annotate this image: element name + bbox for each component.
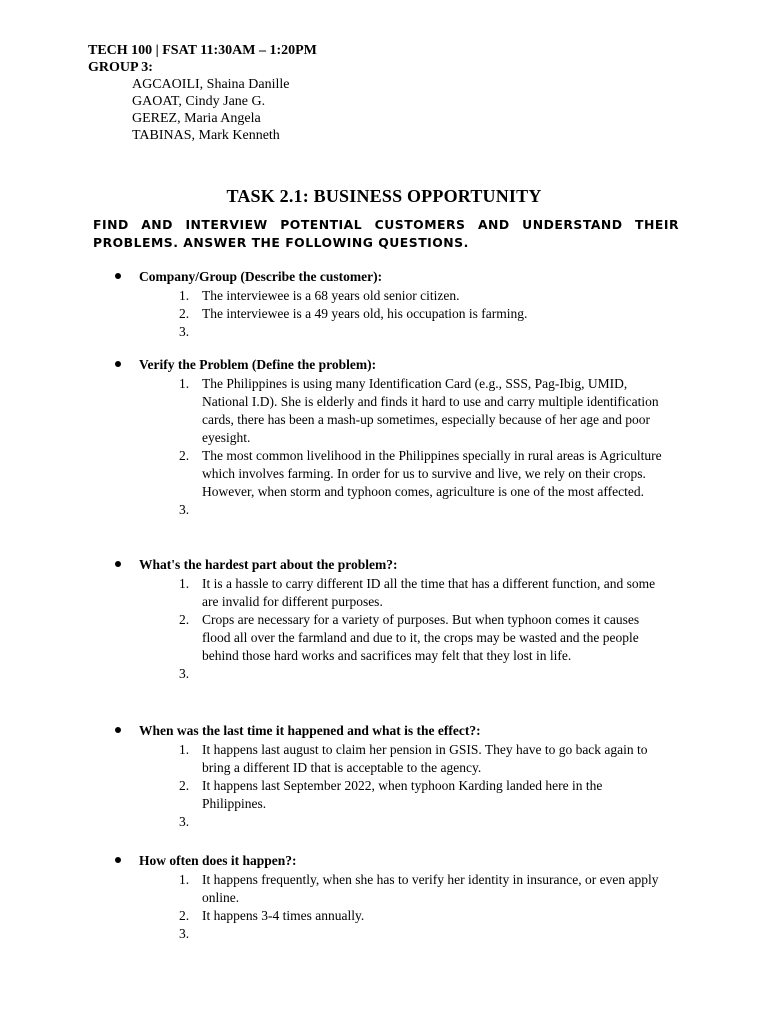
question-section (0, 852, 768, 943)
answer-item (0, 323, 768, 341)
answer-number: 3. (179, 926, 190, 941)
answer-item (0, 907, 768, 925)
answer-number: 1. (179, 872, 190, 887)
answer-number: 3. (179, 666, 190, 681)
answer-item (0, 305, 768, 323)
answer-number: 2. (179, 908, 190, 923)
question-text: Verify the Problem (Define the problem): (139, 357, 377, 372)
member-name: GAOAT, Cindy Jane G. (132, 94, 266, 109)
answer-number: 1. (179, 288, 190, 303)
answer-list (0, 871, 768, 943)
question-line (0, 852, 768, 870)
answer-item (0, 375, 768, 447)
question-section (0, 722, 768, 831)
answer-text: The Philippines is using many Identification Card (e.g., SSS, Pag-Ibig, UMID, National I.D). She is elderly and finds it hard to use and carry multiple identification cards, there has been a mash-up sometimes, especially because of her age and poor eyesight. (202, 376, 659, 445)
question-section (0, 268, 768, 341)
answer-item (0, 611, 768, 665)
instructions: FIND AND INTERVIEW POTENTIAL CUSTOMERS AND UNDERSTAND THEIR PROBLEMS. ANSWER THE FOLLOWING QUESTIONS. (93, 217, 679, 250)
answer-number: 2. (179, 778, 190, 793)
answer-item (0, 287, 768, 305)
answer-text: It is a hassle to carry different ID all the time that has a different function, and some are invalid for different purposes. (202, 576, 656, 609)
member-name: TABINAS, Mark Kenneth (132, 128, 280, 143)
answer-item (0, 575, 768, 611)
answer-text: It happens last September 2022, when typhoon Karding landed here in the Philippines. (202, 778, 603, 811)
question-text: How often does it happen?: (139, 853, 297, 868)
question-line (0, 268, 768, 286)
answer-number: 3. (179, 814, 190, 829)
bullet-icon (115, 727, 121, 733)
answer-list (0, 287, 768, 341)
answer-item (0, 813, 768, 831)
question-line (0, 722, 768, 740)
answer-number: 1. (179, 742, 190, 757)
answer-number: 1. (179, 576, 190, 591)
answer-list (0, 575, 768, 683)
answer-text: The most common livelihood in the Philippines specially in rural areas is Agriculture which involves farming. In order for us to survive and live, we rely on their crops. However, when storm and typhoon comes, agriculture is one of the most affected. (202, 448, 662, 499)
answer-item (0, 501, 768, 519)
answer-text: It happens 3-4 times annually. (202, 908, 365, 923)
bullet-icon (115, 273, 121, 279)
answer-item (0, 871, 768, 907)
bullet-icon (115, 857, 121, 863)
group-label: GROUP 3: (88, 60, 153, 75)
answer-text: The interviewee is a 68 years old senior citizen. (202, 288, 460, 303)
question-section (0, 556, 768, 683)
task-title: TASK 2.1: BUSINESS OPPORTUNITY (226, 186, 542, 206)
answer-text: The interviewee is a 49 years old, his occupation is farming. (202, 306, 528, 321)
document-header (88, 42, 317, 144)
bullet-icon (115, 361, 121, 367)
bullet-icon (115, 561, 121, 567)
answer-text: It happens frequently, when she has to verify her identity in insurance, or even apply online. (202, 872, 659, 905)
answer-number: 2. (179, 612, 190, 627)
course-line: TECH 100 | FSAT 11:30AM – 1:20PM (88, 43, 317, 58)
answer-item (0, 665, 768, 683)
member-name: AGCAOILI, Shaina Danille (132, 77, 290, 92)
answer-list (0, 741, 768, 831)
member-list (132, 76, 317, 144)
answer-number: 1. (179, 376, 190, 391)
answer-number: 2. (179, 448, 190, 463)
answer-text: It happens last august to claim her pension in GSIS. They have to go back again to bring a different ID that is acceptable to the agency. (202, 742, 648, 775)
answer-list (0, 375, 768, 519)
answer-number: 3. (179, 324, 190, 339)
answer-number: 3. (179, 502, 190, 517)
question-text: When was the last time it happened and what is the effect?: (139, 723, 481, 738)
member-name: GEREZ, Maria Angela (132, 111, 261, 126)
answer-number: 2. (179, 306, 190, 321)
question-section (0, 356, 768, 519)
question-text: What's the hardest part about the problem?: (139, 557, 398, 572)
answer-item (0, 777, 768, 813)
answer-item (0, 741, 768, 777)
answer-item (0, 447, 768, 501)
question-line (0, 356, 768, 374)
answer-text: Crops are necessary for a variety of purposes. But when typhoon comes it causes flood all over the farmland and due to it, the crops may be wasted and the people behind those hard works and sacrifices may felt that they lost in life. (202, 612, 640, 663)
answer-item (0, 925, 768, 943)
question-line (0, 556, 768, 574)
question-text: Company/Group (Describe the customer): (139, 269, 383, 284)
